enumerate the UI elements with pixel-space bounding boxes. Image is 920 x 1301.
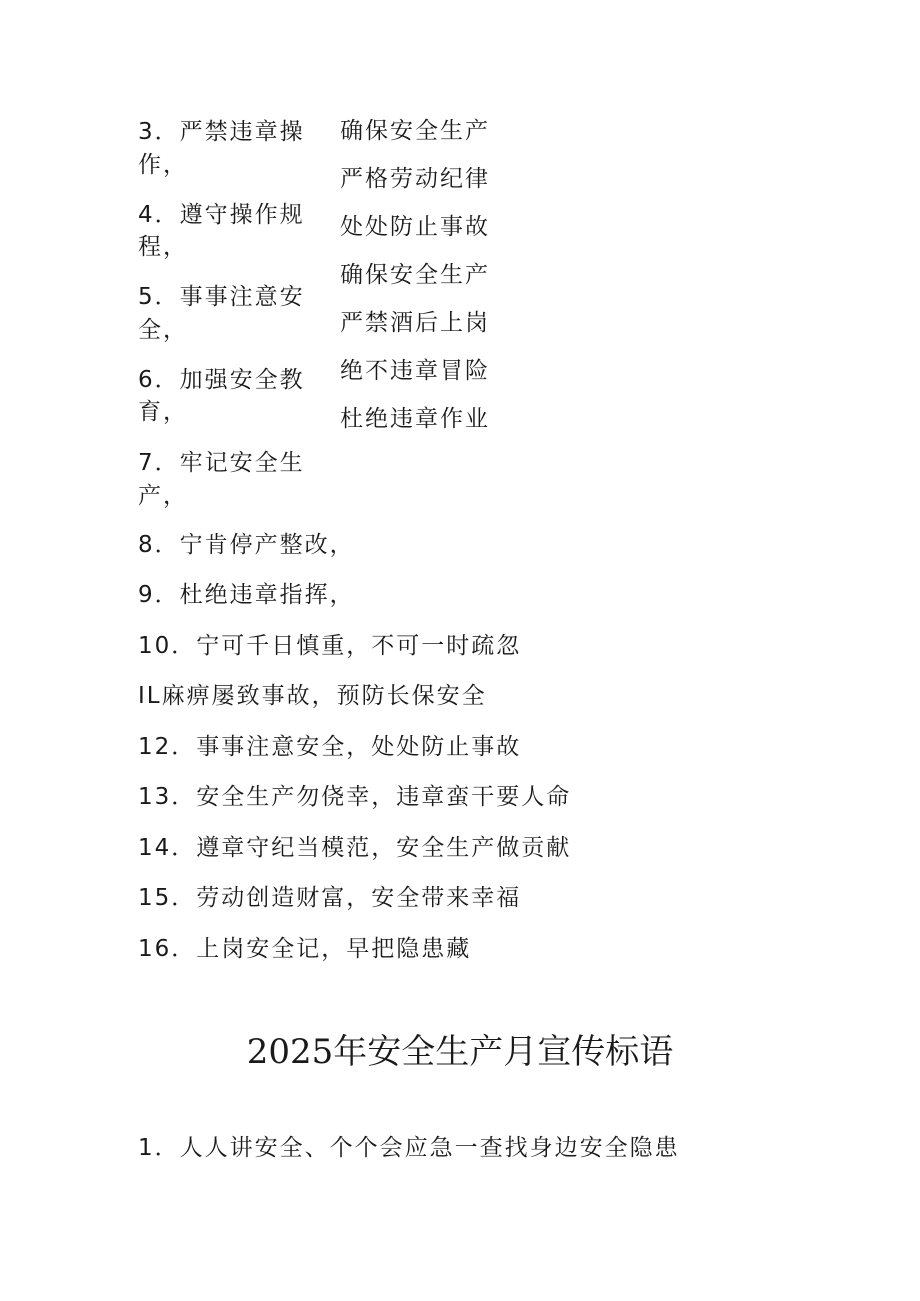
- list-item: 4．遵守操作规: [138, 202, 305, 228]
- list-item: 8．宁肯停产整改，: [138, 532, 355, 558]
- list-item: 严格劳动纪律: [340, 166, 490, 192]
- list-item: 9．杜绝违章指挥，: [138, 582, 355, 608]
- list-item: 程，: [138, 234, 188, 260]
- list-item: 绝不违章冒险: [340, 358, 490, 384]
- list-item: 确保安全生产: [340, 262, 490, 288]
- list-item: 1．人人讲安全、个个会应急一查找身边安全隐患: [138, 1135, 680, 1161]
- list-item: 全，: [138, 317, 188, 343]
- list-item: 作，: [138, 152, 188, 178]
- list-item: 15．劳动创造财富，安全带来幸福: [138, 885, 522, 911]
- list-item: 严禁酒后上岗: [340, 310, 490, 336]
- page-title: 2025年安全生产月宣传标语: [246, 1032, 674, 1072]
- list-item: 育，: [138, 399, 188, 425]
- list-item: 7．牢记安全生: [138, 450, 305, 476]
- list-item: 3．严禁违章操: [138, 119, 305, 145]
- list-item: 处处防止事故: [340, 214, 490, 240]
- list-item: 14．遵章守纪当模范，安全生产做贡献: [138, 835, 572, 861]
- list-item: 12．事事注意安全，处处防止事故: [138, 734, 522, 760]
- list-item: IL麻痹屡致事故，预防长保安全: [138, 683, 487, 709]
- list-item: 5．事事注意安: [138, 284, 305, 310]
- list-item: 6．加强安全教: [138, 367, 305, 393]
- list-item: 确保安全生产: [340, 118, 490, 144]
- list-item: 杜绝违章作业: [340, 406, 490, 432]
- list-item: 10．宁可千日慎重，不可一时疏忽: [138, 633, 522, 659]
- list-item: 16．上岗安全记，早把隐患藏: [138, 936, 472, 962]
- list-item: 产，: [138, 483, 188, 509]
- list-item: 13．安全生产勿侥幸，违章蛮干要人命: [138, 784, 572, 810]
